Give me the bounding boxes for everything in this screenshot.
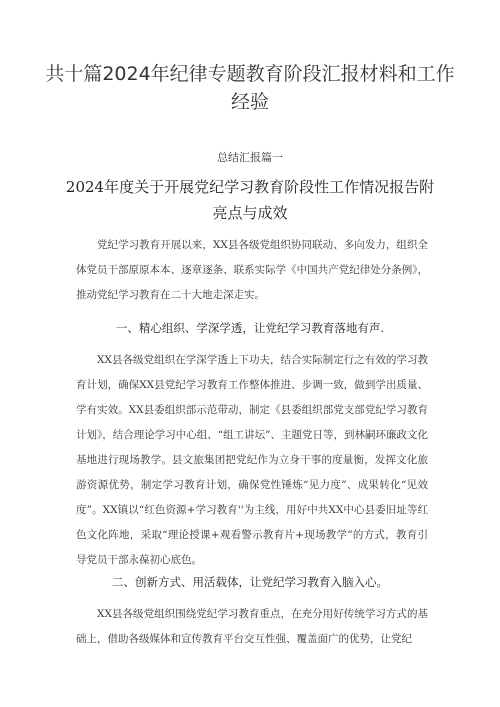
section-heading-2: 二、创新方式、用活载体，让党纪学习教育入脑入心。 [112,575,388,589]
report-title: 2024年度关于开展党纪学习教育阶段性工作情况报告附亮点与成效 [65,178,435,222]
intro-paragraph: 党纪学习教育开展以来，XX县各级党组织协同联动、多向发力，组织全体党员干部原原本本、逐章逐条、联系实际学《中国共产党纪律处分条例》，推动党纪学习教育在二十大地走深走实。 [76,239,428,301]
section-2-paragraph: XX县各级党组织围绕党纪学习教育重点，在充分用好传统学习方式的基础上，借助各级媒体和宣传教育平台交互性强、覆盖面广的优势，让党纪 [76,608,428,645]
section-label: 总结汇报篇一 [217,151,283,164]
section-heading-1: 一、精心组织、学深学透，让党纪学习教育落地有声. [115,321,385,335]
section-1-paragraph: XX县各级党组织在学深学透上下功夫，结合实际制定行之有效的学习教育计划，确保XX县党纪学习教育工作整体推进、步调一致，做到学出质量、学有实效。XX县委组织部示范带动，制定《县委组织部党支部党纪学习教育计划》，结合理论学习中心组、“组工讲坛”、主题党日等，到林嗣环廉政文化基地进行现场教学。县文旅集团把党纪作为立身干事的度量衡，发挥文化旅游资源优势，制定学习教育计划，确保党性锤炼“见力度”、成果转化“见效度”。XX镇以“红色资源+学习教育''为主线，用好中共XX中心县委旧址等红色文化阵地，采取“理论授课+观看警示教育片+现场教学”的方式，教育引导党员干部永葆初心底色。 [76,354,428,566]
document-title: 共十篇2024年纪律专题教育阶段汇报材料和工作经验 [45,63,455,113]
